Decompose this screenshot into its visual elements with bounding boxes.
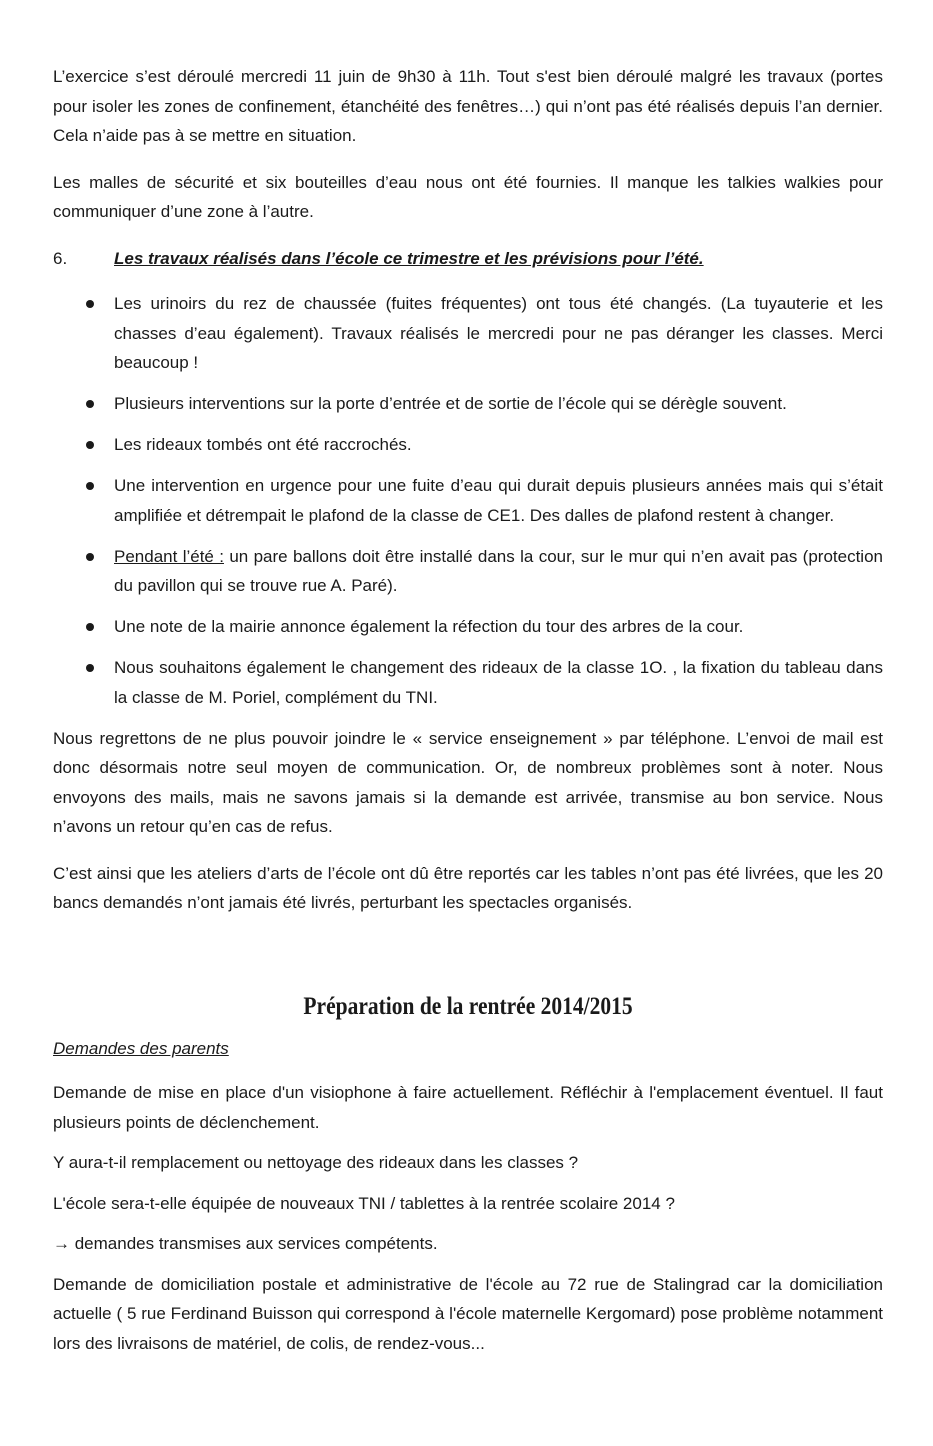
works-list: [53, 289, 883, 712]
bullet-icon: [86, 300, 94, 308]
rentree-title: Préparation de la rentrée 2014/2015: [303, 992, 633, 1020]
paragraph-exercise: L’exercice s’est déroulé mercredi 11 juin de 9h30 à 11h. Tout s'est bien déroulé malgré les travaux (portes pour isoler les zones de confinement, étanchéité des fenêtres…) qui n’ont pas été réalisés depuis l’an dernier. Cela n’aide pas à se mettre en situation.: [53, 67, 883, 145]
bullet-icon: [86, 400, 94, 408]
list-item-text: Plusieurs interventions sur la porte d’entrée et de sortie de l’école qui se dérègle souvent.: [114, 394, 787, 413]
list-item-text: un pare ballons doit être installé dans la cour, sur le mur qui n’en avait pas (protection du pavillon qui se trouve rue A. Paré).: [114, 546, 883, 595]
list-item: [53, 430, 883, 460]
list-item: [53, 289, 883, 378]
list-item-text: Nous souhaitons également le changement des rideaux de la classe 1O. , la fixation du tableau dans la classe de M. Poriel, complément du TNI.: [114, 658, 883, 707]
bullet-icon: [86, 441, 94, 449]
summer-label: Pendant l’été :: [114, 546, 224, 566]
bullet-icon: [86, 623, 94, 631]
bullet-icon: [86, 664, 94, 672]
section-6-heading: [53, 244, 883, 274]
paragraph-rideaux: Y aura-t-il remplacement ou nettoyage des rideaux dans les classes ?: [53, 1153, 579, 1172]
list-item: [53, 542, 883, 601]
section-number: 6.: [53, 248, 68, 268]
paragraph-transmises: → demandes transmises aux services compétents.: [53, 1234, 438, 1253]
list-item-text: Une note de la mairie annonce également la réfection du tour des arbres de la cour.: [114, 617, 744, 636]
paragraph-service: Nous regrettons de ne plus pouvoir joindre le « service enseignement » par téléphone. L’envoi de mail est donc désormais notre seul moyen de communication. Or, de nombreux problèmes sont à noter. Nous envoyons des mails, mais ne savons jamais si la demande est arrivée, transmise au bon service. Nous n’avons un retour qu’en cas de refus.: [53, 728, 883, 836]
section-title: Les travaux réalisés dans l’école ce trimestre et les prévisions pour l’été.: [114, 248, 704, 268]
paragraph-ateliers: C’est ainsi que les ateliers d’arts de l’école ont dû être reportés car les tables n’ont pas été livrées, que les 20 bancs demandés n’ont jamais été livrés, perturbant les spectacles organisés.: [53, 863, 883, 912]
paragraph-visiophone: Demande de mise en place d'un visiophone à faire actuellement. Réfléchir à l'emplacement éventuel. Il faut plusieurs points de déclenchement.: [53, 1083, 883, 1132]
bullet-icon: [86, 553, 94, 561]
parents-requests-subtitle: Demandes des parents: [53, 1038, 229, 1058]
list-item: [53, 653, 883, 712]
paragraph-tni: L'école sera-t-elle équipée de nouveaux TNI / tablettes à la rentrée scolaire 2014 ?: [53, 1193, 675, 1213]
list-item-text: Les rideaux tombés ont été raccrochés.: [114, 435, 412, 454]
list-item: [53, 471, 883, 530]
list-item: [53, 389, 883, 419]
list-item-text: Une intervention en urgence pour une fuite d’eau qui durait depuis plusieurs années mais qui s’était amplifiée et détrempait le plafond de la classe de CE1. Des dalles de plafond restent à changer.: [114, 476, 883, 525]
list-item: [53, 612, 883, 642]
list-item-text: Les urinoirs du rez de chaussée (fuites fréquentes) ont tous été changés. (La tuyauterie et les chasses d’eau également). Travaux réalisés le mercredi pour ne pas déranger les classes. Merci beaucoup !: [114, 294, 883, 372]
paragraph-domiciliation: Demande de domiciliation postale et administrative de l'école au 72 rue de Stalingrad car la domiciliation actuelle ( 5 rue Ferdinand Buisson qui correspond à l'école maternelle Kergomard) pose problème notamment lors des livraisons de matériel, de colis, de rendez-vous...: [53, 1274, 883, 1353]
bullet-icon: [86, 482, 94, 490]
paragraph-malles: Les malles de sécurité et six bouteilles d’eau nous ont été fournies. Il manque les talkies walkies pour communiquer d’une zone à l’autre.: [53, 172, 883, 221]
